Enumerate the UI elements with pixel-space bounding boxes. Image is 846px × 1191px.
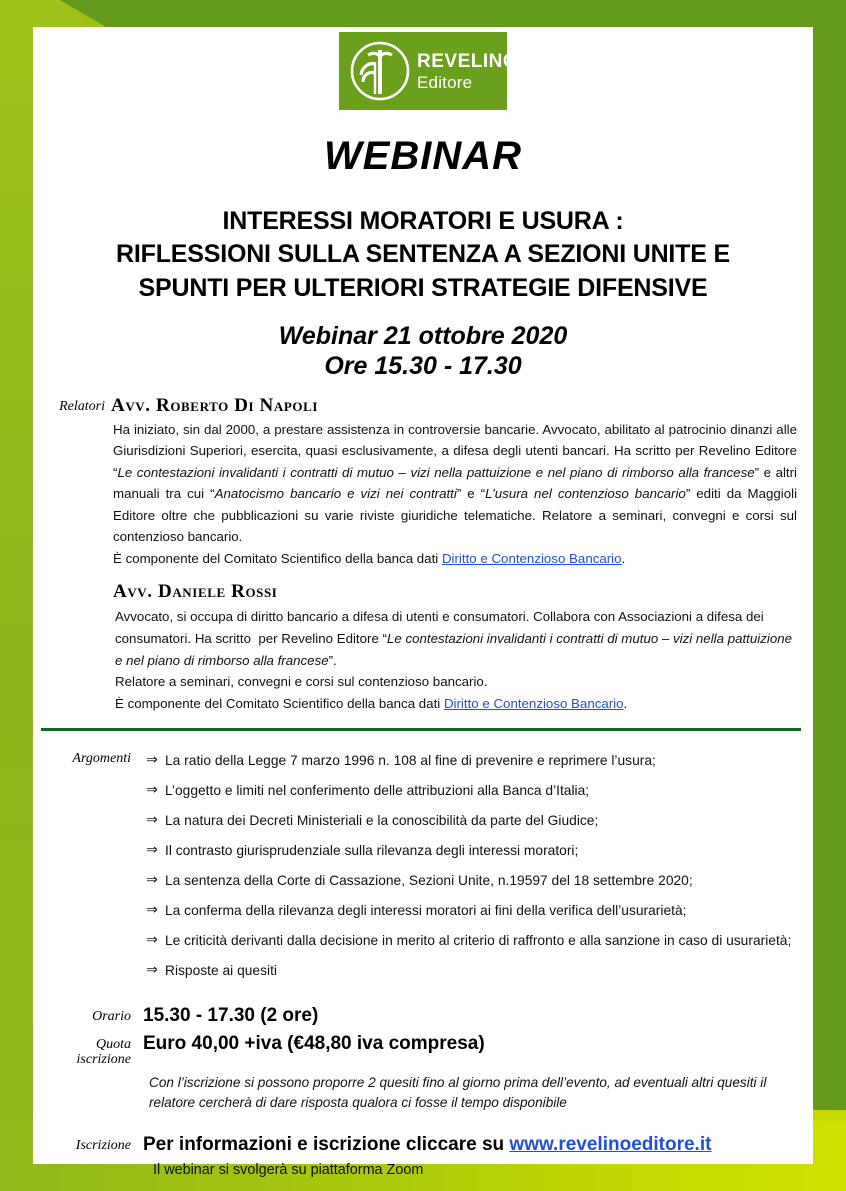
topics-label-spacer (39, 961, 139, 981)
logo-container (33, 27, 813, 110)
topic-item (39, 841, 795, 861)
topics-label-spacer (39, 841, 139, 861)
details-section (33, 1005, 813, 1178)
quota-value: Euro 40,00 +iva (€48,80 iva compresa) (143, 1033, 485, 1055)
arrow-bullet-icon: ⇒ (146, 811, 158, 828)
speaker-name: Avv. Daniele Rossi (113, 581, 278, 603)
speakers-label: Relatori (59, 398, 105, 414)
speaker-roberto-di-napoli (111, 395, 799, 570)
arrow-bullet-icon: ⇒ (146, 751, 158, 768)
topic-text: Le criticità derivanti dalla decisione in merito al criterio di raffronto e alla sanzione in caso di usurarietà; (165, 933, 792, 949)
topic-text: La conferma della rilevanza degli interessi moratori ai fini della verifica dell’usurarietà; (165, 903, 687, 919)
topic-text: La sentenza della Corte di Cassazione, Sezioni Unite, n.19597 del 18 settembre 2020; (165, 873, 693, 889)
logo-line-1: REVELINO (417, 50, 519, 72)
topics-label-spacer (39, 811, 139, 831)
title-line-3: SPUNTI PER ULTERIORI STRATEGIE DIFENSIVE (138, 273, 708, 302)
topics-label-spacer (39, 781, 139, 801)
topic-item (39, 961, 795, 981)
topics-label-spacer (39, 931, 139, 951)
quota-note: Con l’iscrizione si possono proporre 2 quesiti fino al giorno prima dell’evento, ad eventuali altri quesiti il relatore cercherà di dare risposta qualora ci fosse il tempo disponibile (149, 1075, 767, 1110)
webinar-heading: WEBINAR (323, 134, 523, 178)
topics-label-spacer (39, 901, 139, 921)
event-date: Webinar 21 ottobre 2020 (278, 321, 568, 350)
quota-label (39, 1033, 139, 1067)
topic-item (39, 931, 795, 951)
arrow-bullet-icon: ⇒ (146, 961, 158, 978)
arrow-bullet-icon: ⇒ (146, 871, 158, 888)
committee-suffix: . (623, 695, 628, 711)
topic-text: L’oggetto e limiti nel conferimento delle attribuzioni alla Banca d’Italia; (165, 783, 590, 799)
revelino-logo (339, 32, 519, 110)
topics-label-spacer (39, 871, 139, 891)
event-time: Ore 15.30 - 17.30 (324, 351, 522, 380)
arrow-bullet-icon: ⇒ (146, 781, 158, 798)
topic-text: Risposte ai quesiti (165, 963, 277, 979)
speaker-daniele-rossi (111, 581, 799, 714)
topic-item (39, 901, 795, 921)
speaker-bio: Avvocato, si occupa di diritto bancario a difesa di utenti e consumatori. Collabora con Associazioni a difesa dei consumatori. Ha scritto per Revelino Editore “Le contestazioni invalidanti i contratti di mutuo – vizi nella pattuizione e nel piano di rimborso alla francese”. (115, 609, 793, 668)
revelino-tree-mark-icon (349, 40, 411, 102)
topics-section (33, 751, 813, 981)
logo-wordmark (417, 52, 518, 91)
committee-prefix: È componente del Comitato Scientifico della banca dati (113, 550, 442, 566)
page-title (33, 205, 813, 305)
speaker-name: Avv. Roberto Di Napoli (111, 394, 319, 416)
iscrizione-row (39, 1134, 795, 1156)
iscrizione-label: Iscrizione (75, 1137, 131, 1153)
event-datetime (33, 321, 813, 381)
orario-label: Orario (92, 1009, 131, 1025)
committee-link[interactable]: Diritto e Contenzioso Bancario (443, 695, 624, 711)
arrow-bullet-icon: ⇒ (146, 841, 158, 858)
topic-text: Il contrasto giurisprudenziale sulla rilevanza degli interessi moratori; (165, 843, 579, 859)
speaker-committee-line (111, 548, 799, 570)
iscrizione-prefix: Per informazioni e iscrizione cliccare su (143, 1133, 510, 1155)
logo-line-2: Editore (417, 72, 473, 92)
quota-label-line-2: iscrizione (76, 1052, 131, 1068)
speakers-section (33, 395, 813, 714)
orario-row (39, 1005, 795, 1027)
topics-label: Argomenti (72, 751, 131, 767)
topic-item (39, 751, 795, 771)
speaker-committee-line (113, 693, 799, 715)
committee-suffix: . (621, 550, 626, 566)
section-divider (41, 728, 801, 731)
flyer-card (33, 27, 813, 1178)
topic-item (39, 871, 795, 891)
topic-text: La natura dei Decreti Ministeriali e la conoscibilità da parte del Giudice; (165, 813, 599, 829)
quota-row (39, 1033, 795, 1067)
orario-value: 15.30 - 17.30 (2 ore) (143, 1005, 319, 1027)
topic-item (39, 811, 795, 831)
platform-note: Il webinar si svolgerà su piattaforma Zoom (153, 1161, 424, 1178)
speaker-extra-line: Relatore a seminari, convegni e corsi sul contenzioso bancario. (115, 674, 488, 690)
arrow-bullet-icon: ⇒ (146, 931, 158, 948)
iscrizione-value (139, 1134, 795, 1156)
quota-label-line-1: Quota (96, 1037, 131, 1053)
arrow-bullet-icon: ⇒ (146, 901, 158, 918)
committee-link[interactable]: Diritto e Contenzioso Bancario (441, 550, 622, 566)
topic-text: La ratio della Legge 7 marzo 1996 n. 108 al fine di prevenire e reprimere l’usura; (165, 753, 656, 769)
website-link[interactable]: www.revelinoeditore.it (509, 1133, 712, 1155)
title-line-2: RIFLESSIONI SULLA SENTENZA A SEZIONI UNITE E (116, 240, 730, 269)
speaker-bio: Ha iniziato, sin dal 2000, a prestare assistenza in controversie bancarie. Avvocato, abilitato al patrocinio dinanzi alle Giurisdizioni Superiori, esercita, quasi esclusivamente, a difesa degli utenti bancari. Ha scritto per Revelino Editore “Le contestazioni invalidanti i contratti di mutuo – vizi nella pattuizione e nel piano di rimborso alla francese” e altri manuali tra cui “Anatocismo bancario e vizi nei contratti” e “L’usura nel contenzioso bancario” editi da Maggioli Editore oltre che pubblicazioni su varie riviste giuridiche telematiche. Relatore a seminari, convegni e corsi sul contenzioso bancario. (113, 421, 798, 545)
committee-prefix: È componente del Comitato Scientifico della banca dati (115, 695, 444, 711)
title-line-1: INTERESSI MORATORI E USURA : (222, 207, 624, 235)
topic-item (39, 781, 795, 801)
